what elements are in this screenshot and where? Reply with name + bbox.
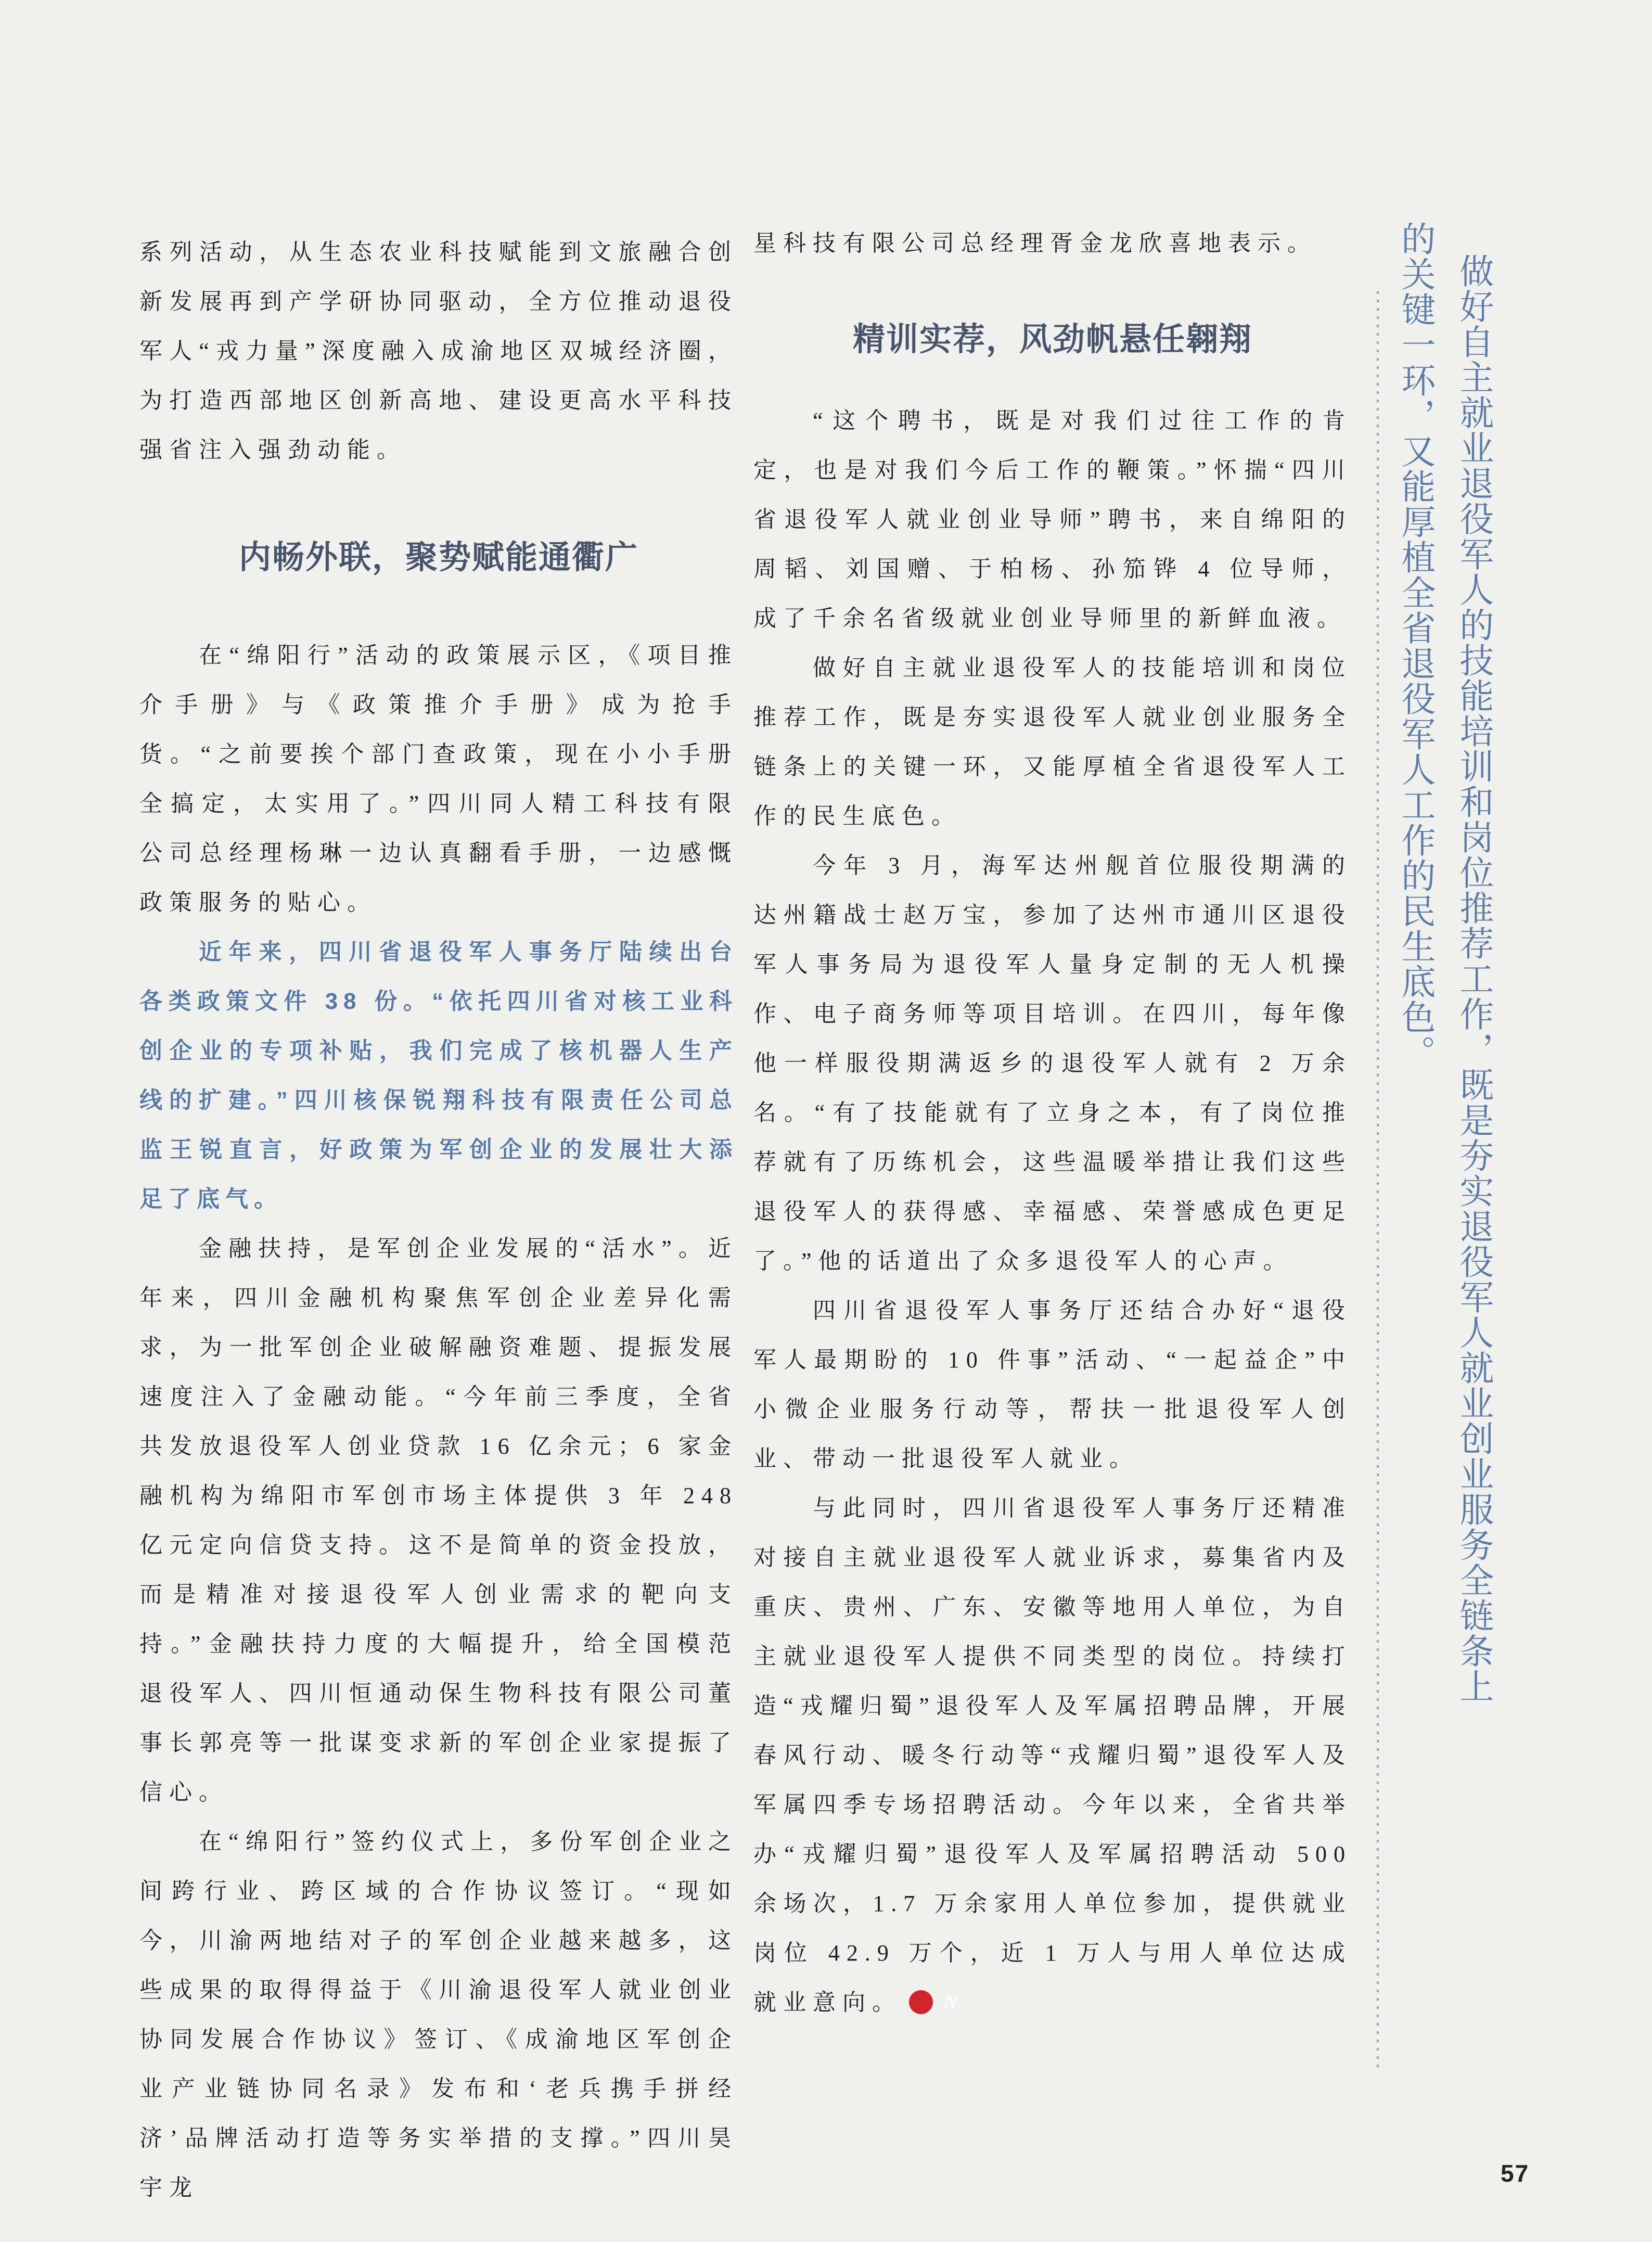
paragraph: 在“绵阳行”活动的政策展示区，《项目推介手册》与《政策推介手册》成为抢手货。“之前要挨个部门查政策，现在小小手册全搞定，太实用了。”四川同人精工科技有限公司总经理杨琳一边认真翻看手册，一边感慨政策服务的贴心。 [139,643,738,915]
paragraph: 四川省退役军人事务厅还结合办好“退役军人最期盼的 10 件事”活动、“一起益企”中小微企业服务行动等，帮扶一批退役军人创业、带动一批退役军人就业。 [753,1298,1352,1471]
pull-quote-line-1: 做好自主就业退役军人的技能培训和岗位推荐工作，既是夯实退役军人就业创业服务全链条上 [1454,253,1492,1704]
paragraph: 金融扶持，是军创企业发展的“活水”。近年来，四川金融机构聚焦军创企业差异化需求，为一批军创企业破解融资难题、提振发展速度注入了金融动能。“今年前三季度，全省共发放退役军人创业贷款 16 亿余元；6 家金融机构为绵阳市军创市场主体提供 3 年 248 亿元定向信贷支持。这不是简单的资金投放，而是精准对接退役军人创业需求的靶向支持。”金融扶持力度的大幅提升，给全国模范退役军人、四川恒通动保生物科技有限公司董事长郭亮等一批谋变求新的军创企业家提振了信心。 [139,1236,738,1805]
article-right-column [753,219,1352,2027]
article-end-mark-letter: N [943,1992,958,2012]
paragraph: 在“绵阳行”签约仪式上，多份军创企业之间跨行业、跨区域的合作协议签订。“现如今，川渝两地结对子的军创企业越来越多，这些成果的取得得益于《川渝退役军人就业创业协同发展合作协议》签订、《成渝地区军创企业产业链协同名录》发布和‘老兵携手拼经济’品牌活动打造等务实举措的支撑。”四川昊宇龙 [139,1829,738,2200]
paragraph-emphasis-blue: 近年来，四川省退役军人事务厅陆续出台各类政策文件 38 份。“依托四川省对核工业科创企业的专项补贴，我们完成了核机器人生产线的扩建。”四川核保锐翔科技有限责任公司总监王锐直言，好政策为军创企业的发展壮大添足了底气。 [139,939,738,1212]
paragraph-final-text: 与此同时，四川省退役军人事务厅还精准对接自主就业退役军人就业诉求，募集省内及重庆、贵州、广东、安徽等地用人单位，为自主就业退役军人提供不同类型的岗位。持续打造“戎耀归蜀”退役军人及军属招聘品牌，开展春风行动、暖冬行动等“戎耀归蜀”退役军人及军属四季专场招聘活动。今年以来，全省共举办“戎耀归蜀”退役军人及军属招聘活动 500 余场次，1.7 万余家用人单位参加，提供就业岗位 42.9 万个，近 1 万人与用人单位达成就业意向。 [753,1495,1352,2015]
section-heading-1: 内畅外联，聚势赋能通衢广 [238,540,638,575]
dotted-divider [1377,291,1379,2071]
article-left-column [139,227,738,2212]
page-number: 57 [1501,2160,1530,2187]
paragraph-continued: 星科技有限公司总经理胥金龙欣喜地表示。 [753,230,1317,256]
paragraph-continued: 系列活动，从生态农业科技赋能到文旅融合创新发展再到产学研协同驱动，全方位推动退役军人“戎力量”深度融入成渝地区双城经济圈，为打造西部地区创新高地、建设更高水平科技强省注入强劲动能。 [139,239,738,463]
paragraph: 做好自主就业退役军人的技能培训和岗位推荐工作，既是夯实退役军人就业创业服务全链条上的关键一环，又能厚植全省退役军人工作的民生底色。 [753,655,1352,829]
pull-quote-line-2: 的关键一环，又能厚植全省退役军人工作的民生底色。 [1395,221,1434,1070]
paragraph-final [753,1483,1352,2027]
paragraph: “这个聘书，既是对我们过往工作的肯定，也是对我们今后工作的鞭策。”怀揣“四川省退役军人就业创业导师”聘书，来自绵阳的周韬、刘国赠、于柏杨、孙笳铧 4 位导师，成了千余名省级就业创业导师里的新鲜血液。 [753,408,1352,631]
paragraph: 今年 3 月，海军达州舰首位服役期满的达州籍战士赵万宝，参加了达州市通川区退役军人事务局为退役军人量身定制的无人机操作、电子商务师等项目培训。在四川，每年像他一样服役期满返乡的退役军人就有 2 万余名。“有了技能就有了立身之本，有了岗位推荐就有了历练机会，这些温暖举措让我们这些退役军人的获得感、幸福感、荣誉感成色更足了。”他的话道出了众多退役军人的心声。 [753,853,1352,1274]
section-heading-2: 精训实荐，风劲帆悬任翱翔 [852,322,1252,357]
article-end-mark-icon [909,1990,958,2014]
